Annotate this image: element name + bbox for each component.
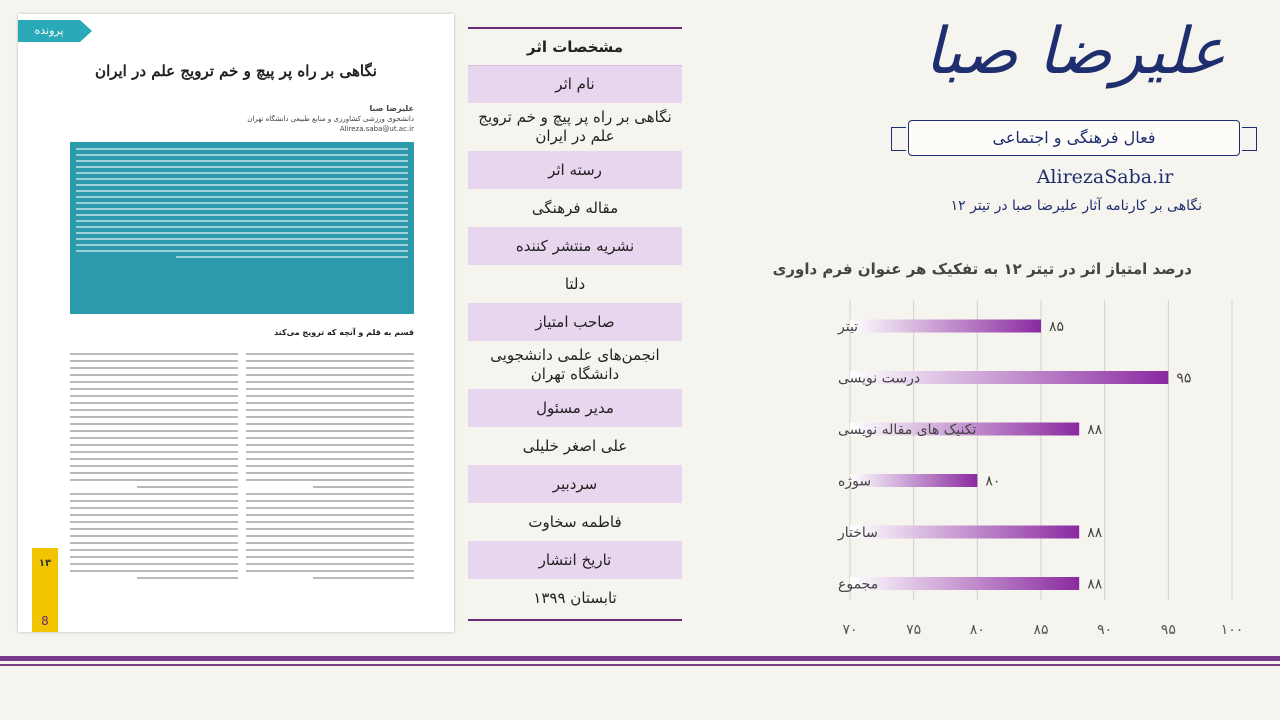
category-label: تیتر <box>838 319 859 335</box>
chart-title: درصد امتیاز اثر در تیتر ۱۲ به تفکیک هر عنوان فرم داوری <box>772 260 1192 278</box>
article-text-column-left <box>70 348 238 598</box>
brand-role: فعال فرهنگی و اجتماعی <box>992 128 1156 147</box>
article-page-image <box>18 14 454 632</box>
article-author-name: علیرضا صبا <box>369 104 414 113</box>
spec-value: تابستان ۱۳۹۹ <box>533 588 617 607</box>
spec-label: صاحب امتیاز <box>468 303 682 341</box>
category-label: سوژه <box>838 473 872 490</box>
article-author-info: دانشجوی ورزشی کشاورزی و منابع طبیعی دانشگاه تهران <box>247 115 414 123</box>
spec-label: رسته اثر <box>468 151 682 189</box>
magazine-logo: 8 <box>41 614 49 628</box>
spec-value: انجمن‌های علمی دانشجویی دانشگاه تهران <box>490 346 660 383</box>
brand-role-banner <box>908 120 1240 156</box>
spec-label: نشریه منتشر کننده <box>468 227 682 265</box>
article-side-strip <box>32 548 58 632</box>
spec-label: تاریخ انتشار <box>468 541 682 579</box>
article-page-number: ۱۳ <box>38 558 52 569</box>
specs-header: مشخصات اثر <box>468 27 682 65</box>
specs-table <box>468 27 682 621</box>
bar-value-label: ۸۸ <box>1087 422 1103 438</box>
spec-value: علی اصغر خلیلی <box>522 436 628 455</box>
spec-value: مقاله فرهنگی <box>531 198 619 217</box>
spec-label: مدیر مسئول <box>468 389 682 427</box>
bar-value-label: ۹۵ <box>1176 370 1192 387</box>
bar-value-label: ۸۵ <box>1049 319 1065 335</box>
article-highlight-box <box>70 142 414 314</box>
category-label: تکنیک های مقاله نویسی <box>838 422 977 438</box>
brand-name-logotype: علیرضا صبا <box>924 15 1226 89</box>
category-label: ساختار <box>838 525 878 541</box>
article-author-email: Alireza.saba@ut.ac.ir <box>339 125 414 133</box>
spec-value: نگاهی بر راه پر پیچ و خم ترویج علم در ایران <box>478 108 672 145</box>
article-author-block <box>247 104 414 134</box>
specs-bottom-rule <box>468 619 682 621</box>
x-tick-label: ۸۵ <box>1033 622 1049 638</box>
spec-value: دلتا <box>564 274 586 293</box>
x-tick-label: ۹۵ <box>1160 622 1176 638</box>
bar <box>850 526 1079 539</box>
brand-subtitle: نگاهی بر کارنامه آثار علیرضا صبا در تیتر ۱۲ <box>950 198 1202 214</box>
category-label: مجموع <box>838 576 879 593</box>
x-tick-label: ۸۰ <box>969 622 985 638</box>
article-text-column-right <box>246 348 414 598</box>
x-tick-label: ۱۰۰ <box>1220 622 1244 638</box>
bar-value-label: ۸۸ <box>1087 525 1103 541</box>
x-tick-label: ۷۰ <box>842 622 858 638</box>
category-label: درست نویسی <box>838 370 921 387</box>
x-tick-label: ۷۵ <box>906 622 922 638</box>
article-title: نگاهی بر راه پر پیچ و خم ترویج علم در ایران <box>95 62 377 80</box>
bar-value-label: ۸۸ <box>1087 576 1103 593</box>
bar <box>850 577 1079 590</box>
bar <box>850 320 1041 333</box>
footer-rule-thick <box>0 656 1280 661</box>
spec-value: فاطمه سخاوت <box>528 512 622 531</box>
brand-website: AlirezaSaba.ir <box>1036 166 1174 188</box>
article-section-tab: پرونده <box>18 20 80 42</box>
x-tick-label: ۹۰ <box>1097 622 1113 638</box>
score-bar-chart <box>690 290 1250 650</box>
article-section-heading: قسم به قلم و آنچه که ترویج می‌کند <box>274 328 414 337</box>
spec-label: نام اثر <box>468 65 682 103</box>
footer-rule-thin <box>0 664 1280 666</box>
bar-value-label: ۸۰ <box>985 473 1001 490</box>
spec-label: سردبیر <box>468 465 682 503</box>
